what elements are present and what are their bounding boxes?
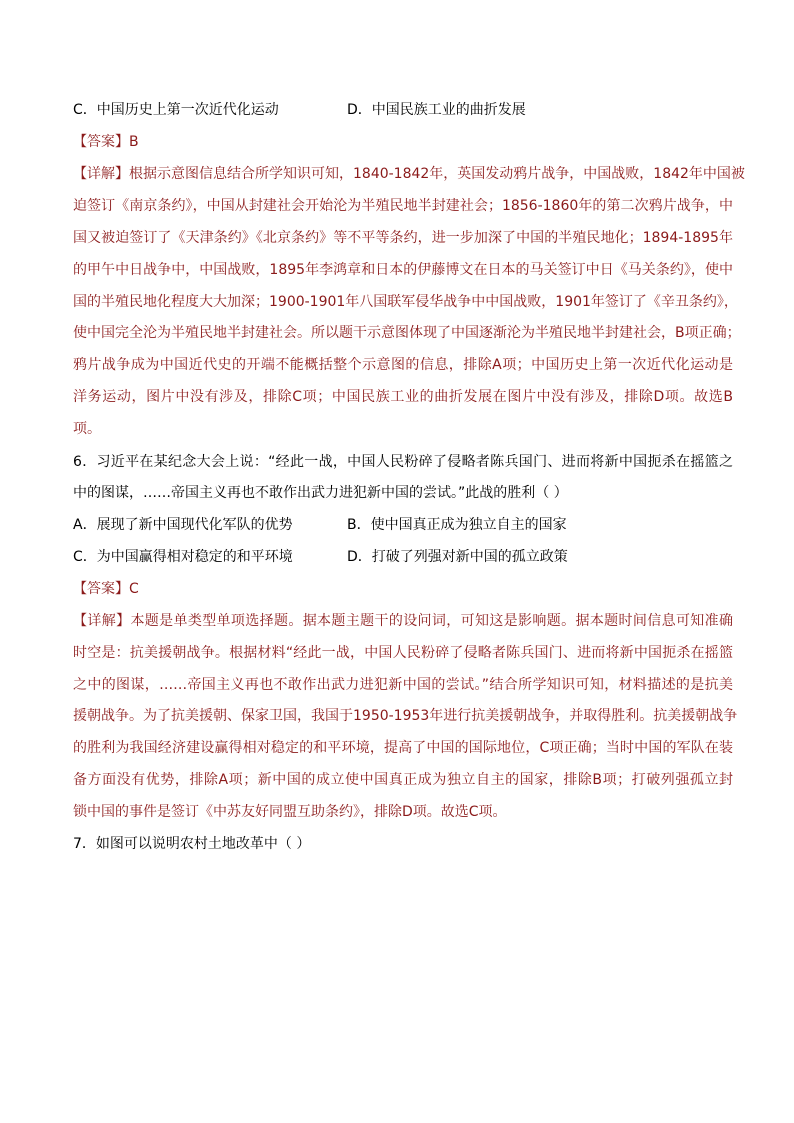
q6-option-c: C．为中国赢得相对稳定的和平环境 <box>73 549 293 565</box>
answer-value: C <box>129 581 139 597</box>
answer-tag: 【答案】 <box>73 134 129 150</box>
q5-detail-line: 洋务运动，图片中没有涉及，排除C项；中国民族工业的曲折发展在图片中没有涉及，排除D项。故选B <box>73 389 733 405</box>
q5-detail-line: 【详解】根据示意图信息结合所学知识可知，1840-1842年，英国发动鸦片战争，中国战败，1842年中国被 <box>73 166 745 182</box>
q6-option-a: A．展现了新中国现代化军队的优势 <box>73 517 293 533</box>
q5-option-row <box>73 100 733 120</box>
q5-detail-line: 项。 <box>73 421 101 437</box>
q7-stem: 7．如图可以说明农村土地改革中（ ） <box>73 836 311 852</box>
q5-detail-line: 使中国完全沦为半殖民地半封建社会。所以题干示意图体现了中国逐渐沦为半殖民地半封建社会，B项正确； <box>73 325 741 341</box>
q6-option-row <box>73 547 733 567</box>
answer-tag: 【答案】 <box>73 581 129 597</box>
detail-tag: 【详解】 <box>73 613 131 629</box>
q6-detail-line: 时空是：抗美援朝战争。根据材料“经此一战，中国人民粉碎了侵略者陈兵国门、进而将新中国扼杀在摇篮 <box>73 645 733 661</box>
q5-detail-line: 国又被迫签订了《天津条约》《北京条约》等不平等条约，进一步加深了中国的半殖民地化；1894-1895年 <box>73 230 733 246</box>
q6-detail-line: 援朝战争。为了抗美援朝、保家卫国，我国于1950-1953年进行抗美援朝战争，并取得胜利。抗美援朝战争 <box>73 708 738 724</box>
q5-option-c: C．中国历史上第一次近代化运动 <box>73 102 279 118</box>
q6-detail-line: 【详解】本题是单类型单项选择题。据本题主题干的设问词，可知这是影响题。据本题时间信息可知准确 <box>73 613 734 629</box>
q6-option-b: B．使中国真正成为独立自主的国家 <box>347 517 567 533</box>
q6-detail-line: 锁中国的事件是签订《中苏友好同盟互助条约》，排除D项。故选C项。 <box>73 804 507 820</box>
q6-stem-line: 6．习近平在某纪念大会上说：“经此一战，中国人民粉碎了侵略者陈兵国门、进而将新中国扼杀在摇篮之 <box>73 454 733 470</box>
q5-detail-line: 的甲午中日战争中，中国战败，1895年李鸿章和日本的伊藤博文在日本的马关签订中日《马关条约》，使中 <box>73 262 733 278</box>
q6-detail-line: 的胜利为我国经济建设赢得相对稳定的和平环境，提高了中国的国际地位，C项正确；当时中国的军队在装 <box>73 740 733 756</box>
q6-detail-line: 备方面没有优势，排除A项；新中国的成立使中国真正成为独立自主的国家，排除B项；打破列强孤立封 <box>73 772 733 788</box>
q5-answer <box>73 132 733 152</box>
detail-tag: 【详解】 <box>73 166 129 182</box>
q5-detail-line: 鸦片战争成为中国近代史的开端不能概括整个示意图的信息，排除A项；中国历史上第一次近代化运动是 <box>73 357 733 373</box>
q6-option-row <box>73 515 733 535</box>
q5-detail-line: 国的半殖民地化程度大大加深；1900-1901年八国联军侵华战争中中国战败，1901年签订了《辛丑条约》， <box>73 294 738 310</box>
answer-value: B <box>129 134 139 150</box>
q5-detail-line: 迫签订《南京条约》，中国从封建社会开始沦为半殖民地半封建社会；1856-1860年的第二次鸦片战争，中 <box>73 198 733 214</box>
q6-stem-line: 中的图谋，……帝国主义再也不敢作出武力进犯新中国的尝试。”此战的胜利（ ） <box>73 485 568 501</box>
q6-option-d: D．打破了列强对新中国的孤立政策 <box>347 549 568 565</box>
q5-option-d: D．中国民族工业的曲折发展 <box>347 102 526 118</box>
q6-answer <box>73 579 733 599</box>
q6-detail-line: 之中的图谋，……帝国主义再也不敢作出武力进犯新中国的尝试。”结合所学知识可知，材料描述的是抗美 <box>73 677 733 693</box>
